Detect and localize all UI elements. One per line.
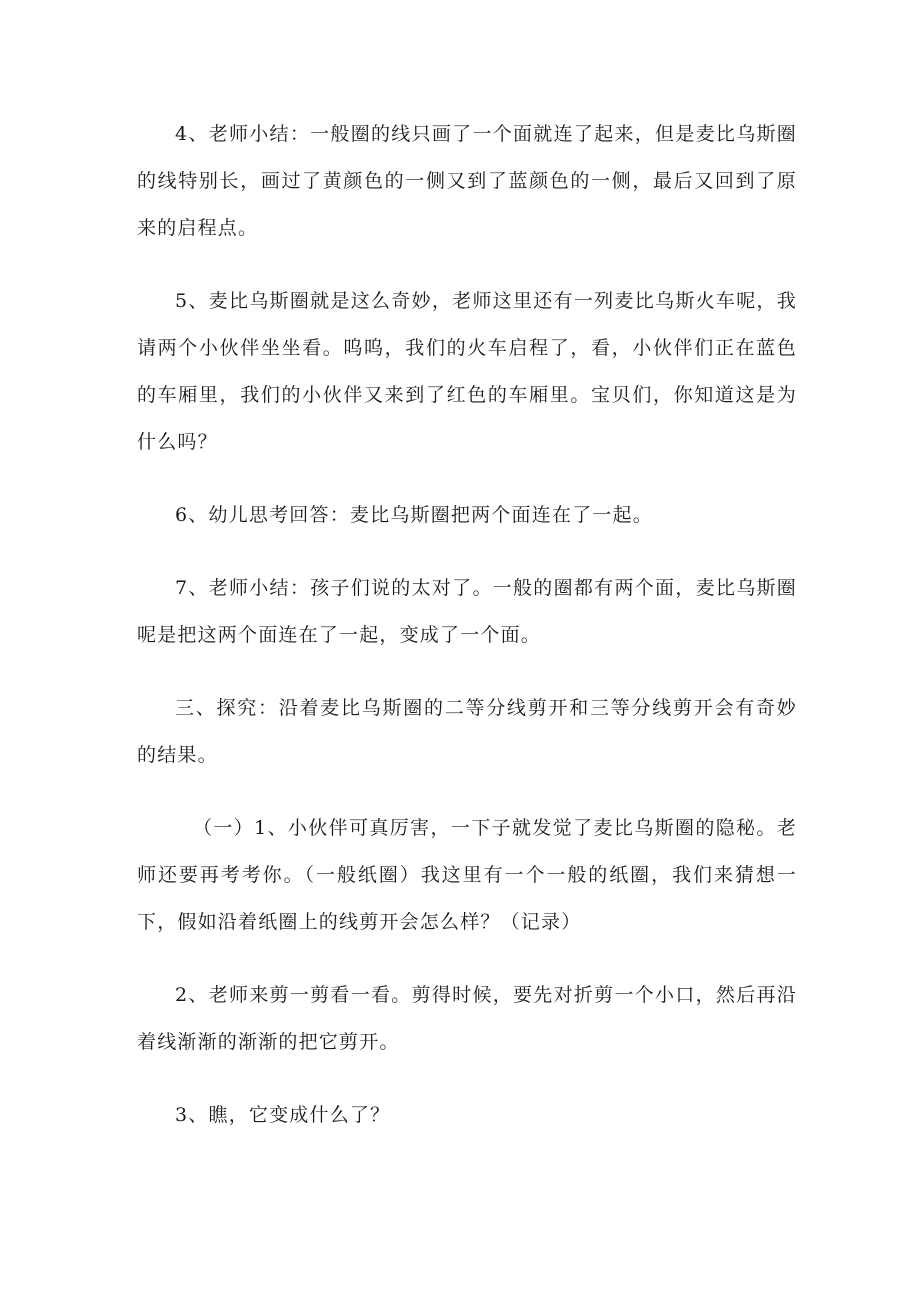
document-body bbox=[137, 111, 797, 1165]
paragraph-part-1-step-1: （一）1、小伙伴可真厉害，一下子就发觉了麦比乌斯圈的隐秘。老师还要再考考你。（一般纸圈）我这里有一个一般的纸圈，我们来猜想一下，假如沿着纸圈上的线剪开会怎么样？（记录） bbox=[137, 817, 797, 933]
paragraph-4-summary: 4、老师小结：一般圈的线只画了一个面就连了起来，但是麦比乌斯圈的线特别长，画过了黄颜色的一侧又到了蓝颜色的一侧，最后又回到了原来的启程点。 bbox=[137, 123, 797, 239]
paragraph-7-summary: 7、老师小结：孩子们说的太对了。一般的圈都有两个面，麦比乌斯圈呢是把这两个面连在了一起，变成了一个面。 bbox=[137, 577, 797, 646]
paragraph-5-train: 5、麦比乌斯圈就是这么奇妙，老师这里还有一列麦比乌斯火车呢，我请两个小伙伴坐坐看。呜呜，我们的火车启程了，看，小伙伴们正在蓝色的车厢里，我们的小伙伴又来到了红色的车厢里。宝贝们，你知道这是为什么吗？ bbox=[137, 290, 797, 453]
paragraph-6-answer: 6、幼儿思考回答：麦比乌斯圈把两个面连在了一起。 bbox=[175, 504, 653, 526]
section-3-explore: 三、探究：沿着麦比乌斯圈的二等分线剪开和三等分线剪开会有奇妙的结果。 bbox=[137, 697, 797, 766]
paragraph-step-3: 3、瞧，它变成什么了？ bbox=[175, 1104, 391, 1126]
paragraph-step-2: 2、老师来剪一剪看一看。剪得时候，要先对折剪一个小口，然后再沿着线渐渐的渐渐的把它剪开。 bbox=[137, 984, 797, 1053]
